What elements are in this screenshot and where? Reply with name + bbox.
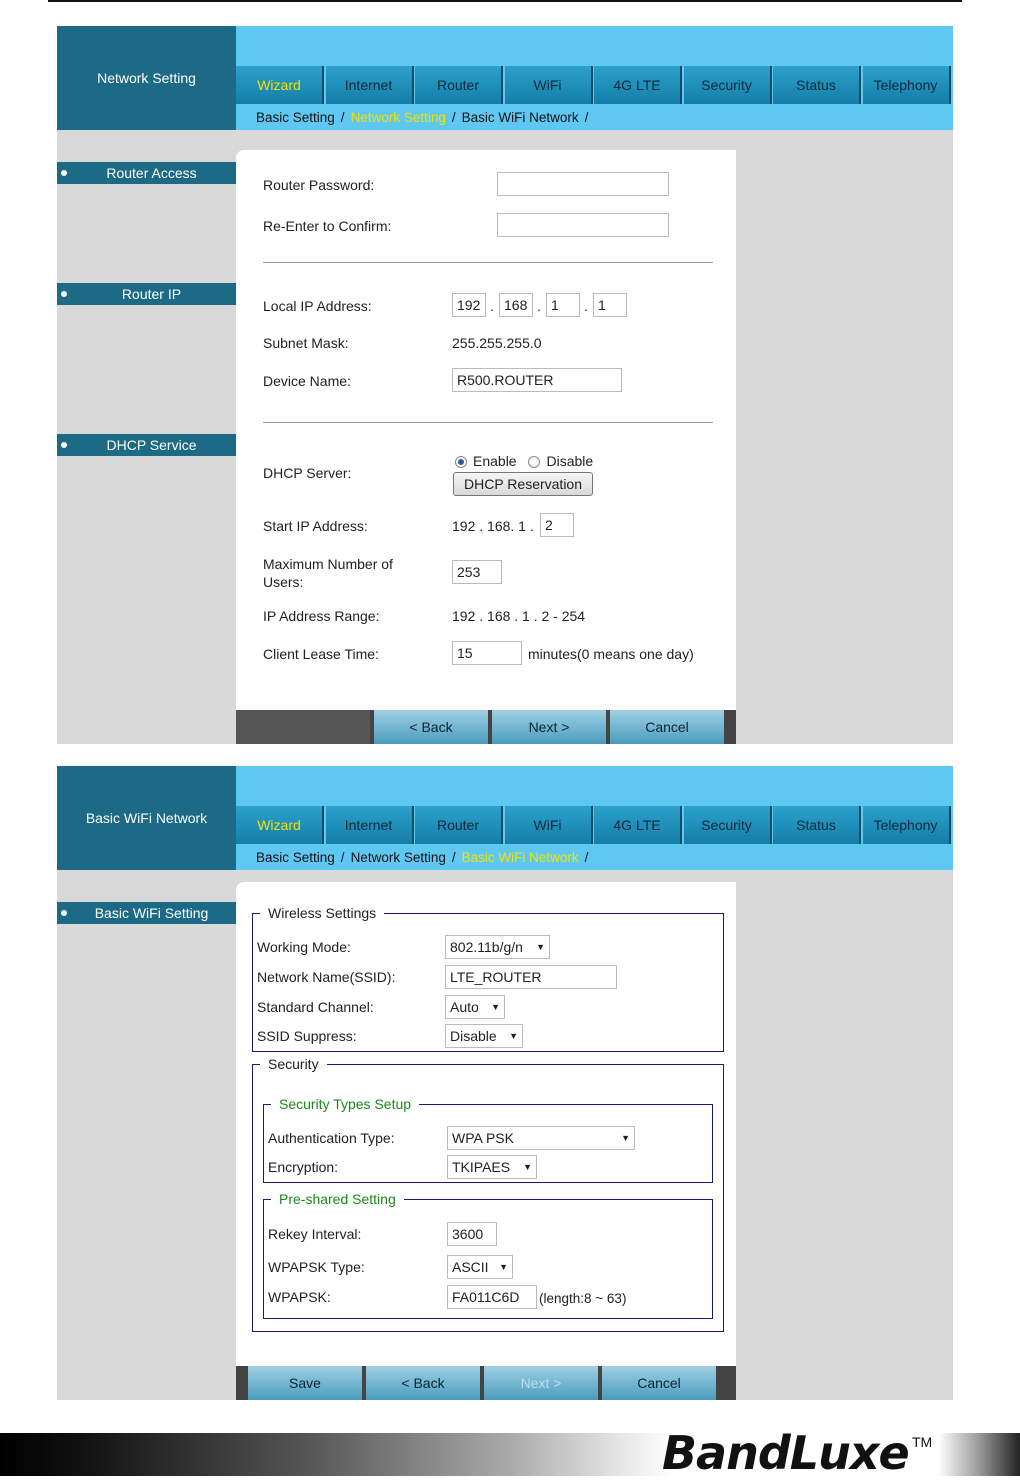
cancel-button[interactable]: Cancel [602,1366,716,1400]
router-password-label: Router Password: [263,177,375,193]
router-password-input[interactable] [497,172,669,196]
tab-telephony[interactable]: Telephony [863,806,951,844]
tab-4g-lte[interactable]: 4G LTE [594,806,682,844]
dropdown-arrow-icon: ▼ [499,1262,508,1272]
tab-status[interactable]: Status [773,66,861,104]
max-users-label: Maximum Number of [263,556,393,572]
security-legend: Security [260,1056,327,1072]
main-tabs [236,66,952,104]
wizard-button-bar [236,710,736,744]
breadcrumb: Basic Setting / Network Setting / Basic WiFi Network / [236,844,953,870]
lease-time-input[interactable] [452,641,522,665]
breadcrumb-network-setting[interactable]: Network Setting [350,109,446,125]
auth-type-label: Authentication Type: [268,1130,395,1146]
ssid-label: Network Name(SSID): [257,969,396,985]
back-button[interactable]: < Back [374,710,488,744]
save-button[interactable]: Save [248,1366,362,1400]
wpapsk-input[interactable] [447,1285,537,1309]
ssid-suppress-select[interactable] [445,1024,523,1048]
ssid-input[interactable] [445,965,617,989]
start-ip-label: Start IP Address: [263,518,368,534]
security-types-legend: Security Types Setup [271,1096,419,1112]
encryption-label: Encryption: [268,1159,339,1175]
side-panel [736,882,953,1400]
dot-separator: . [490,298,494,314]
divider [263,422,713,423]
tab-wifi[interactable]: WiFi [505,66,593,104]
next-button[interactable]: Next > [484,1366,598,1400]
section-title: Network Setting [57,26,236,130]
tab-router[interactable]: Router [415,66,503,104]
auth-type-select[interactable] [447,1126,635,1150]
side-panel [736,150,953,744]
bar-spacer [236,710,370,744]
form-content [236,150,736,710]
tab-security[interactable]: Security [684,806,772,844]
ip-octet-4[interactable] [593,293,627,317]
ssid-suppress-label: SSID Suppress: [257,1028,357,1044]
breadcrumb-basic-wifi-network[interactable]: Basic WiFi Network [461,109,579,125]
top-rule [48,0,962,2]
tab-internet[interactable]: Internet [326,66,414,104]
main-tabs [236,806,952,844]
confirm-password-input[interactable] [497,213,669,237]
sidebar-item-dhcp-service[interactable]: DHCP Service [57,434,236,456]
device-name-input[interactable] [452,368,622,392]
subnet-mask-value: 255.255.255.0 [452,335,542,351]
confirm-password-label: Re-Enter to Confirm: [263,218,392,234]
divider [263,262,713,263]
channel-select[interactable] [445,995,505,1019]
disable-label: Disable [546,453,594,469]
dropdown-arrow-icon: ▼ [536,942,545,952]
dhcp-server-label: DHCP Server: [263,465,352,481]
wireless-settings-legend: Wireless Settings [260,905,384,921]
enable-radio[interactable] [455,456,467,468]
working-mode-label: Working Mode: [257,939,351,955]
breadcrumb-network-setting[interactable]: Network Setting [350,849,446,865]
wpapsk-type-label: WPAPSK Type: [268,1259,365,1275]
max-users-label-2: Users: [263,574,304,590]
dropdown-arrow-icon: ▼ [621,1133,630,1143]
dot-separator: . [537,298,541,314]
dropdown-arrow-icon: ▼ [509,1031,518,1041]
disable-radio[interactable] [528,456,540,468]
working-mode-value: 802.11b/g/n [450,939,523,955]
ip-octet-3[interactable] [546,293,580,317]
auth-type-value: WPA PSK [452,1130,514,1146]
enable-label: Enable [473,453,517,469]
wpapsk-label: WPAPSK: [268,1289,331,1305]
tab-wizard[interactable]: Wizard [236,806,324,844]
wpapsk-type-select[interactable] [447,1255,513,1279]
cancel-button[interactable]: Cancel [610,710,724,744]
rekey-input[interactable] [447,1222,497,1246]
lease-time-suffix: minutes(0 means one day) [528,646,694,662]
sidebar-item-router-access[interactable]: Router Access [57,162,236,184]
sidebar-item-router-ip[interactable]: Router IP [57,283,236,305]
breadcrumb-basic-wifi-network[interactable]: Basic WiFi Network [461,849,579,865]
dropdown-arrow-icon: ▼ [491,1002,500,1012]
encryption-value: TKIPAES [452,1159,511,1175]
device-name-label: Device Name: [263,373,351,389]
wpapsk-type-value: ASCII [452,1259,489,1275]
preshared-legend: Pre-shared Setting [271,1191,404,1207]
tab-4g-lte[interactable]: 4G LTE [594,66,682,104]
breadcrumb: Basic Setting / Network Setting / Basic WiFi Network / [236,104,953,130]
back-button[interactable]: < Back [366,1366,480,1400]
ssid-suppress-value: Disable [450,1028,497,1044]
breadcrumb-basic-setting[interactable]: Basic Setting [256,109,335,125]
next-button[interactable]: Next > [492,710,606,744]
sidebar-item-basic-wifi-setting[interactable]: Basic WiFi Setting [57,902,236,924]
wpapsk-length-hint: (length:8 ~ 63) [539,1291,627,1306]
tab-wizard[interactable]: Wizard [236,66,324,104]
ip-range-value: 192 . 168 . 1 . 2 - 254 [452,608,586,624]
wizard-button-bar [236,1366,736,1400]
tab-telephony[interactable]: Telephony [863,66,951,104]
channel-label: Standard Channel: [257,999,374,1015]
lease-time-label: Client Lease Time: [263,646,379,662]
tab-router[interactable]: Router [415,806,503,844]
rekey-label: Rekey Interval: [268,1226,362,1242]
section-title: Basic WiFi Network [57,766,236,870]
encryption-select[interactable] [447,1155,537,1179]
local-ip-label: Local IP Address: [263,298,372,314]
tab-internet[interactable]: Internet [326,806,414,844]
subnet-mask-label: Subnet Mask: [263,335,349,351]
ip-octet-2[interactable] [499,293,533,317]
max-users-input[interactable] [452,560,502,584]
channel-value: Auto [450,999,479,1015]
trademark-mark: TM [912,1434,933,1450]
dhcp-server-radios [455,453,593,469]
working-mode-select[interactable] [445,935,550,959]
ip-range-label: IP Address Range: [263,608,380,624]
start-ip-prefix: 192 . 168. 1 . [452,518,534,534]
tab-security[interactable]: Security [684,66,772,104]
brand-logo: BandLuxe [662,1426,909,1480]
breadcrumb-basic-setting[interactable]: Basic Setting [256,849,335,865]
dropdown-arrow-icon: ▼ [523,1162,532,1172]
dhcp-reservation-button[interactable]: DHCP Reservation [453,472,593,496]
dot-separator: . [584,298,588,314]
start-ip-input[interactable] [540,513,574,537]
tab-wifi[interactable]: WiFi [505,806,593,844]
tab-status[interactable]: Status [773,806,861,844]
network-setting-screen [57,26,953,744]
ip-octet-1[interactable] [452,293,486,317]
basic-wifi-screen [57,766,953,1400]
form-content [236,882,736,1366]
